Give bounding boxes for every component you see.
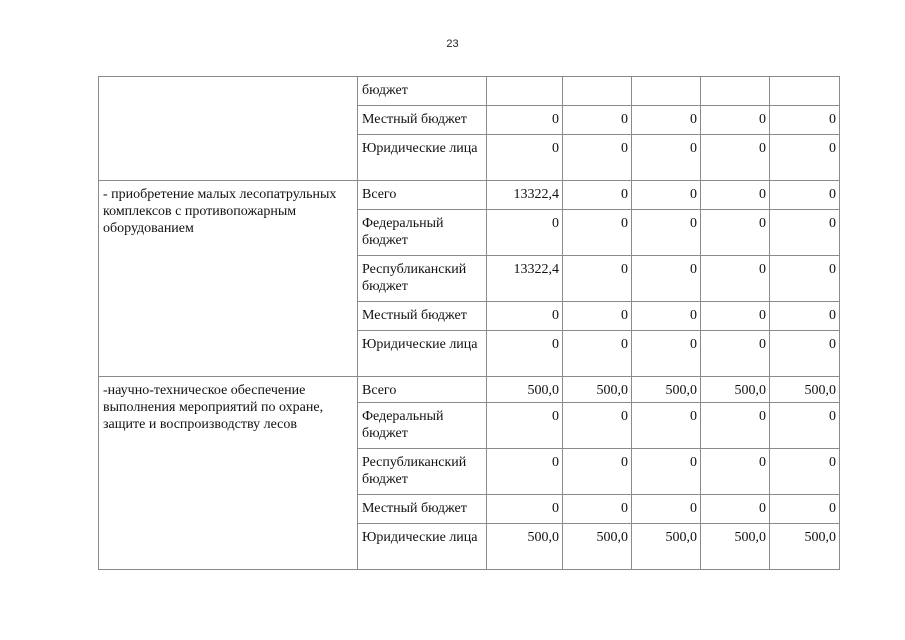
value-cell: 0	[563, 331, 632, 377]
value-cell: 0	[701, 449, 770, 495]
value-cell: 0	[701, 135, 770, 181]
value-cell: 0	[632, 135, 701, 181]
funding-source-cell: Всего	[358, 377, 487, 403]
value-cell: 0	[632, 256, 701, 302]
value-cell: 0	[701, 302, 770, 331]
value-cell: 0	[487, 495, 563, 524]
value-cell: 0	[632, 495, 701, 524]
activity-cell: -научно-техническое обеспечение выполнения мероприятий по охране, защите и воспроизводству лесов	[99, 377, 358, 570]
value-cell: 13322,4	[487, 256, 563, 302]
value-cell: 0	[701, 181, 770, 210]
value-cell: 0	[770, 331, 840, 377]
value-cell: 0	[701, 403, 770, 449]
value-cell: 0	[770, 495, 840, 524]
value-cell: 500,0	[701, 377, 770, 403]
value-cell: 0	[770, 181, 840, 210]
value-cell: 500,0	[632, 377, 701, 403]
value-cell	[632, 77, 701, 106]
funding-source-cell: Юридические лица	[358, 331, 487, 377]
value-cell: 0	[632, 449, 701, 495]
value-cell: 0	[563, 495, 632, 524]
value-cell: 0	[770, 449, 840, 495]
value-cell: 0	[770, 256, 840, 302]
value-cell: 500,0	[563, 377, 632, 403]
value-cell: 500,0	[701, 524, 770, 570]
value-cell: 0	[487, 403, 563, 449]
value-cell: 0	[487, 106, 563, 135]
value-cell: 0	[632, 302, 701, 331]
value-cell: 500,0	[770, 377, 840, 403]
value-cell: 500,0	[487, 524, 563, 570]
funding-source-cell: бюджет	[358, 77, 487, 106]
value-cell: 13322,4	[487, 181, 563, 210]
value-cell: 0	[563, 403, 632, 449]
value-cell: 0	[563, 135, 632, 181]
funding-source-cell: Местный бюджет	[358, 495, 487, 524]
page-number: 23	[446, 38, 459, 50]
value-cell: 0	[632, 331, 701, 377]
value-cell: 0	[563, 449, 632, 495]
value-cell: 0	[770, 403, 840, 449]
value-cell: 0	[701, 495, 770, 524]
value-cell	[563, 77, 632, 106]
value-cell: 0	[701, 331, 770, 377]
funding-source-cell: Юридические лица	[358, 524, 487, 570]
funding-source-cell: Местный бюджет	[358, 302, 487, 331]
table-row	[99, 77, 840, 106]
value-cell	[701, 77, 770, 106]
value-cell: 0	[487, 302, 563, 331]
value-cell: 0	[563, 181, 632, 210]
table-row	[99, 377, 840, 403]
value-cell: 0	[770, 210, 840, 256]
funding-source-cell: Республиканский бюджет	[358, 449, 487, 495]
value-cell: 0	[487, 449, 563, 495]
value-cell: 0	[632, 106, 701, 135]
value-cell: 0	[487, 331, 563, 377]
value-cell: 0	[487, 135, 563, 181]
funding-source-cell: Юридические лица	[358, 135, 487, 181]
value-cell: 0	[563, 106, 632, 135]
value-cell: 0	[487, 210, 563, 256]
funding-source-cell: Местный бюджет	[358, 106, 487, 135]
value-cell: 0	[632, 181, 701, 210]
activity-cell	[99, 77, 358, 181]
value-cell: 0	[701, 210, 770, 256]
value-cell: 0	[632, 210, 701, 256]
value-cell: 500,0	[632, 524, 701, 570]
table-row	[99, 181, 840, 210]
value-cell: 500,0	[770, 524, 840, 570]
value-cell: 500,0	[563, 524, 632, 570]
value-cell: 0	[701, 106, 770, 135]
activity-cell: - приобретение малых лесопатрульных комплексов с противопожарным оборудованием	[99, 181, 358, 377]
funding-source-cell: Федеральный бюджет	[358, 403, 487, 449]
value-cell: 0	[563, 302, 632, 331]
budget-table	[98, 76, 840, 570]
value-cell	[487, 77, 563, 106]
value-cell	[770, 77, 840, 106]
value-cell: 500,0	[487, 377, 563, 403]
value-cell: 0	[770, 106, 840, 135]
value-cell: 0	[563, 210, 632, 256]
value-cell: 0	[770, 302, 840, 331]
value-cell: 0	[632, 403, 701, 449]
funding-source-cell: Федеральный бюджет	[358, 210, 487, 256]
funding-source-cell: Всего	[358, 181, 487, 210]
value-cell: 0	[563, 256, 632, 302]
value-cell: 0	[770, 135, 840, 181]
funding-source-cell: Республиканский бюджет	[358, 256, 487, 302]
value-cell: 0	[701, 256, 770, 302]
